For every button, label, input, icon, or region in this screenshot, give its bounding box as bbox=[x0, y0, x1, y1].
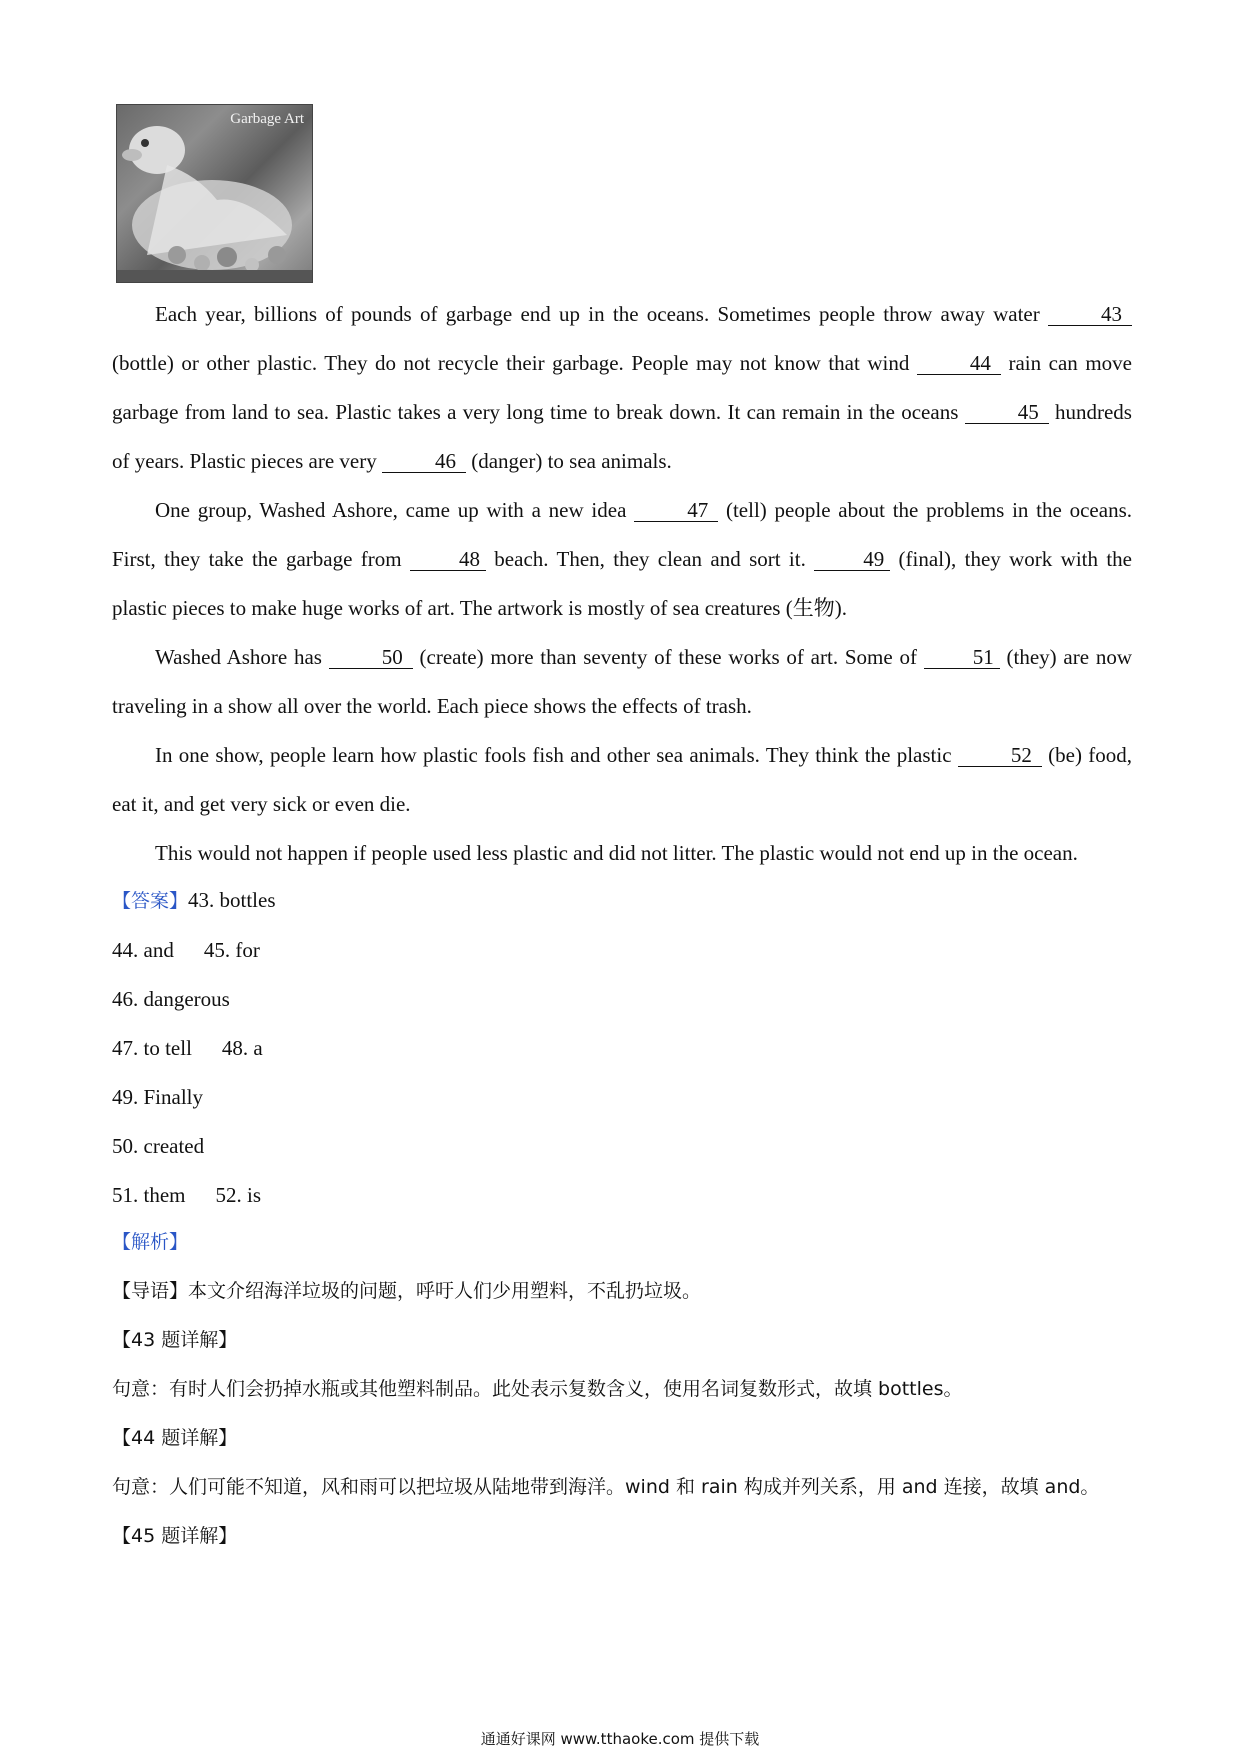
blank-44: 44 bbox=[917, 352, 1001, 375]
intro-text: 本文介绍海洋垃圾的问题，呼吁人们少用塑料，不乱扔垃圾。 bbox=[188, 1280, 702, 1302]
page-footer: 通通好课网 www.tthaoke.com 提供下载 bbox=[480, 1730, 760, 1748]
paragraph-4: In one show, people learn how plastic fools fish and other sea animals. They think the plastic 52 (be) food, eat it, and get very sick or even die. bbox=[112, 743, 1132, 816]
answer-47: 47. to tell bbox=[112, 1036, 192, 1060]
q43-text: 句意：有时人们会扔掉水瓶或其他塑料制品。此处表示复数含义，使用名词复数形式，故填 bottles。 bbox=[112, 1378, 963, 1400]
answer-44: 44. and bbox=[112, 938, 174, 962]
intro-tag: 【导语】 bbox=[112, 1280, 189, 1302]
q45-title: 【45 题详解】 bbox=[112, 1525, 238, 1547]
photo-caption: Garbage Art bbox=[230, 111, 304, 127]
answer-line-6 bbox=[112, 1122, 1132, 1171]
answer-48: 48. a bbox=[221, 1036, 263, 1060]
analysis-tag-line bbox=[112, 1218, 1132, 1267]
garbage-art-photo bbox=[116, 104, 313, 283]
answer-line-7 bbox=[112, 1171, 1132, 1220]
blank-49: 49 bbox=[814, 548, 890, 571]
paragraph-5: This would not happen if people used less plastic and did not litter. The plastic would not end up in the ocean. bbox=[155, 841, 1078, 865]
answer-tag: 【答案】 bbox=[112, 890, 189, 912]
intro-line bbox=[112, 1267, 1132, 1316]
answer-line-4 bbox=[112, 1024, 1132, 1073]
answer-50: 50. created bbox=[112, 1134, 205, 1158]
passage bbox=[112, 290, 1132, 878]
answer-52: 52. is bbox=[215, 1183, 262, 1207]
blank-43: 43 bbox=[1048, 303, 1132, 326]
paragraph-1: Each year, billions of pounds of garbage end up in the oceans. Sometimes people throw away water 43 (bottle) or other plastic. They do not recycle their garbage. People may not know that wind 44 rain can move garbage from land to sea. Plastic takes a very long time to break down. It can remain in the oceans 45 hundreds of years. Plastic pieces are very 46 (danger) to sea animals. bbox=[112, 302, 1132, 473]
answer-45: 45. for bbox=[203, 938, 260, 962]
seal-sculpture-icon bbox=[117, 105, 312, 282]
answer-43: 43. bottles bbox=[188, 888, 276, 912]
q44-title: 【44 题详解】 bbox=[112, 1427, 238, 1449]
answer-line-5 bbox=[112, 1073, 1132, 1122]
blank-45: 45 bbox=[965, 401, 1049, 424]
answer-51: 51. them bbox=[112, 1183, 186, 1207]
answer-49: 49. Finally bbox=[112, 1085, 204, 1109]
blank-48: 48 bbox=[410, 548, 486, 571]
answer-line-1 bbox=[112, 876, 1132, 926]
answers-section bbox=[112, 876, 1132, 1220]
analysis-tag: 【解析】 bbox=[112, 1231, 189, 1253]
q44-text: 句意：人们可能不知道，风和雨可以把垃圾从陆地带到海洋。wind 和 rain 构成并列关系，用 and 连接，故填 and。 bbox=[112, 1476, 1100, 1498]
blank-50: 50 bbox=[329, 646, 413, 669]
blank-47: 47 bbox=[634, 499, 718, 522]
blank-51: 51 bbox=[924, 646, 1000, 669]
blank-52: 52 bbox=[958, 744, 1042, 767]
answer-line-2 bbox=[112, 926, 1132, 975]
q43-title: 【43 题详解】 bbox=[112, 1329, 238, 1351]
paragraph-2: One group, Washed Ashore, came up with a new idea 47 (tell) people about the problems in the oceans. First, they take the garbage from 48 beach. Then, they clean and sort it. 49 (final), they work with the plastic pieces to make huge works of art. The artwork is mostly of sea creatures (生物). bbox=[112, 498, 1132, 620]
answer-46: 46. dangerous bbox=[112, 987, 230, 1011]
blank-46: 46 bbox=[382, 450, 466, 473]
answer-line-3 bbox=[112, 975, 1132, 1024]
paragraph-3: Washed Ashore has 50 (create) more than seventy of these works of art. Some of 51 (they) are now traveling in a show all over the world. Each piece shows the effects of trash. bbox=[112, 645, 1132, 718]
analysis-section bbox=[112, 1218, 1132, 1561]
